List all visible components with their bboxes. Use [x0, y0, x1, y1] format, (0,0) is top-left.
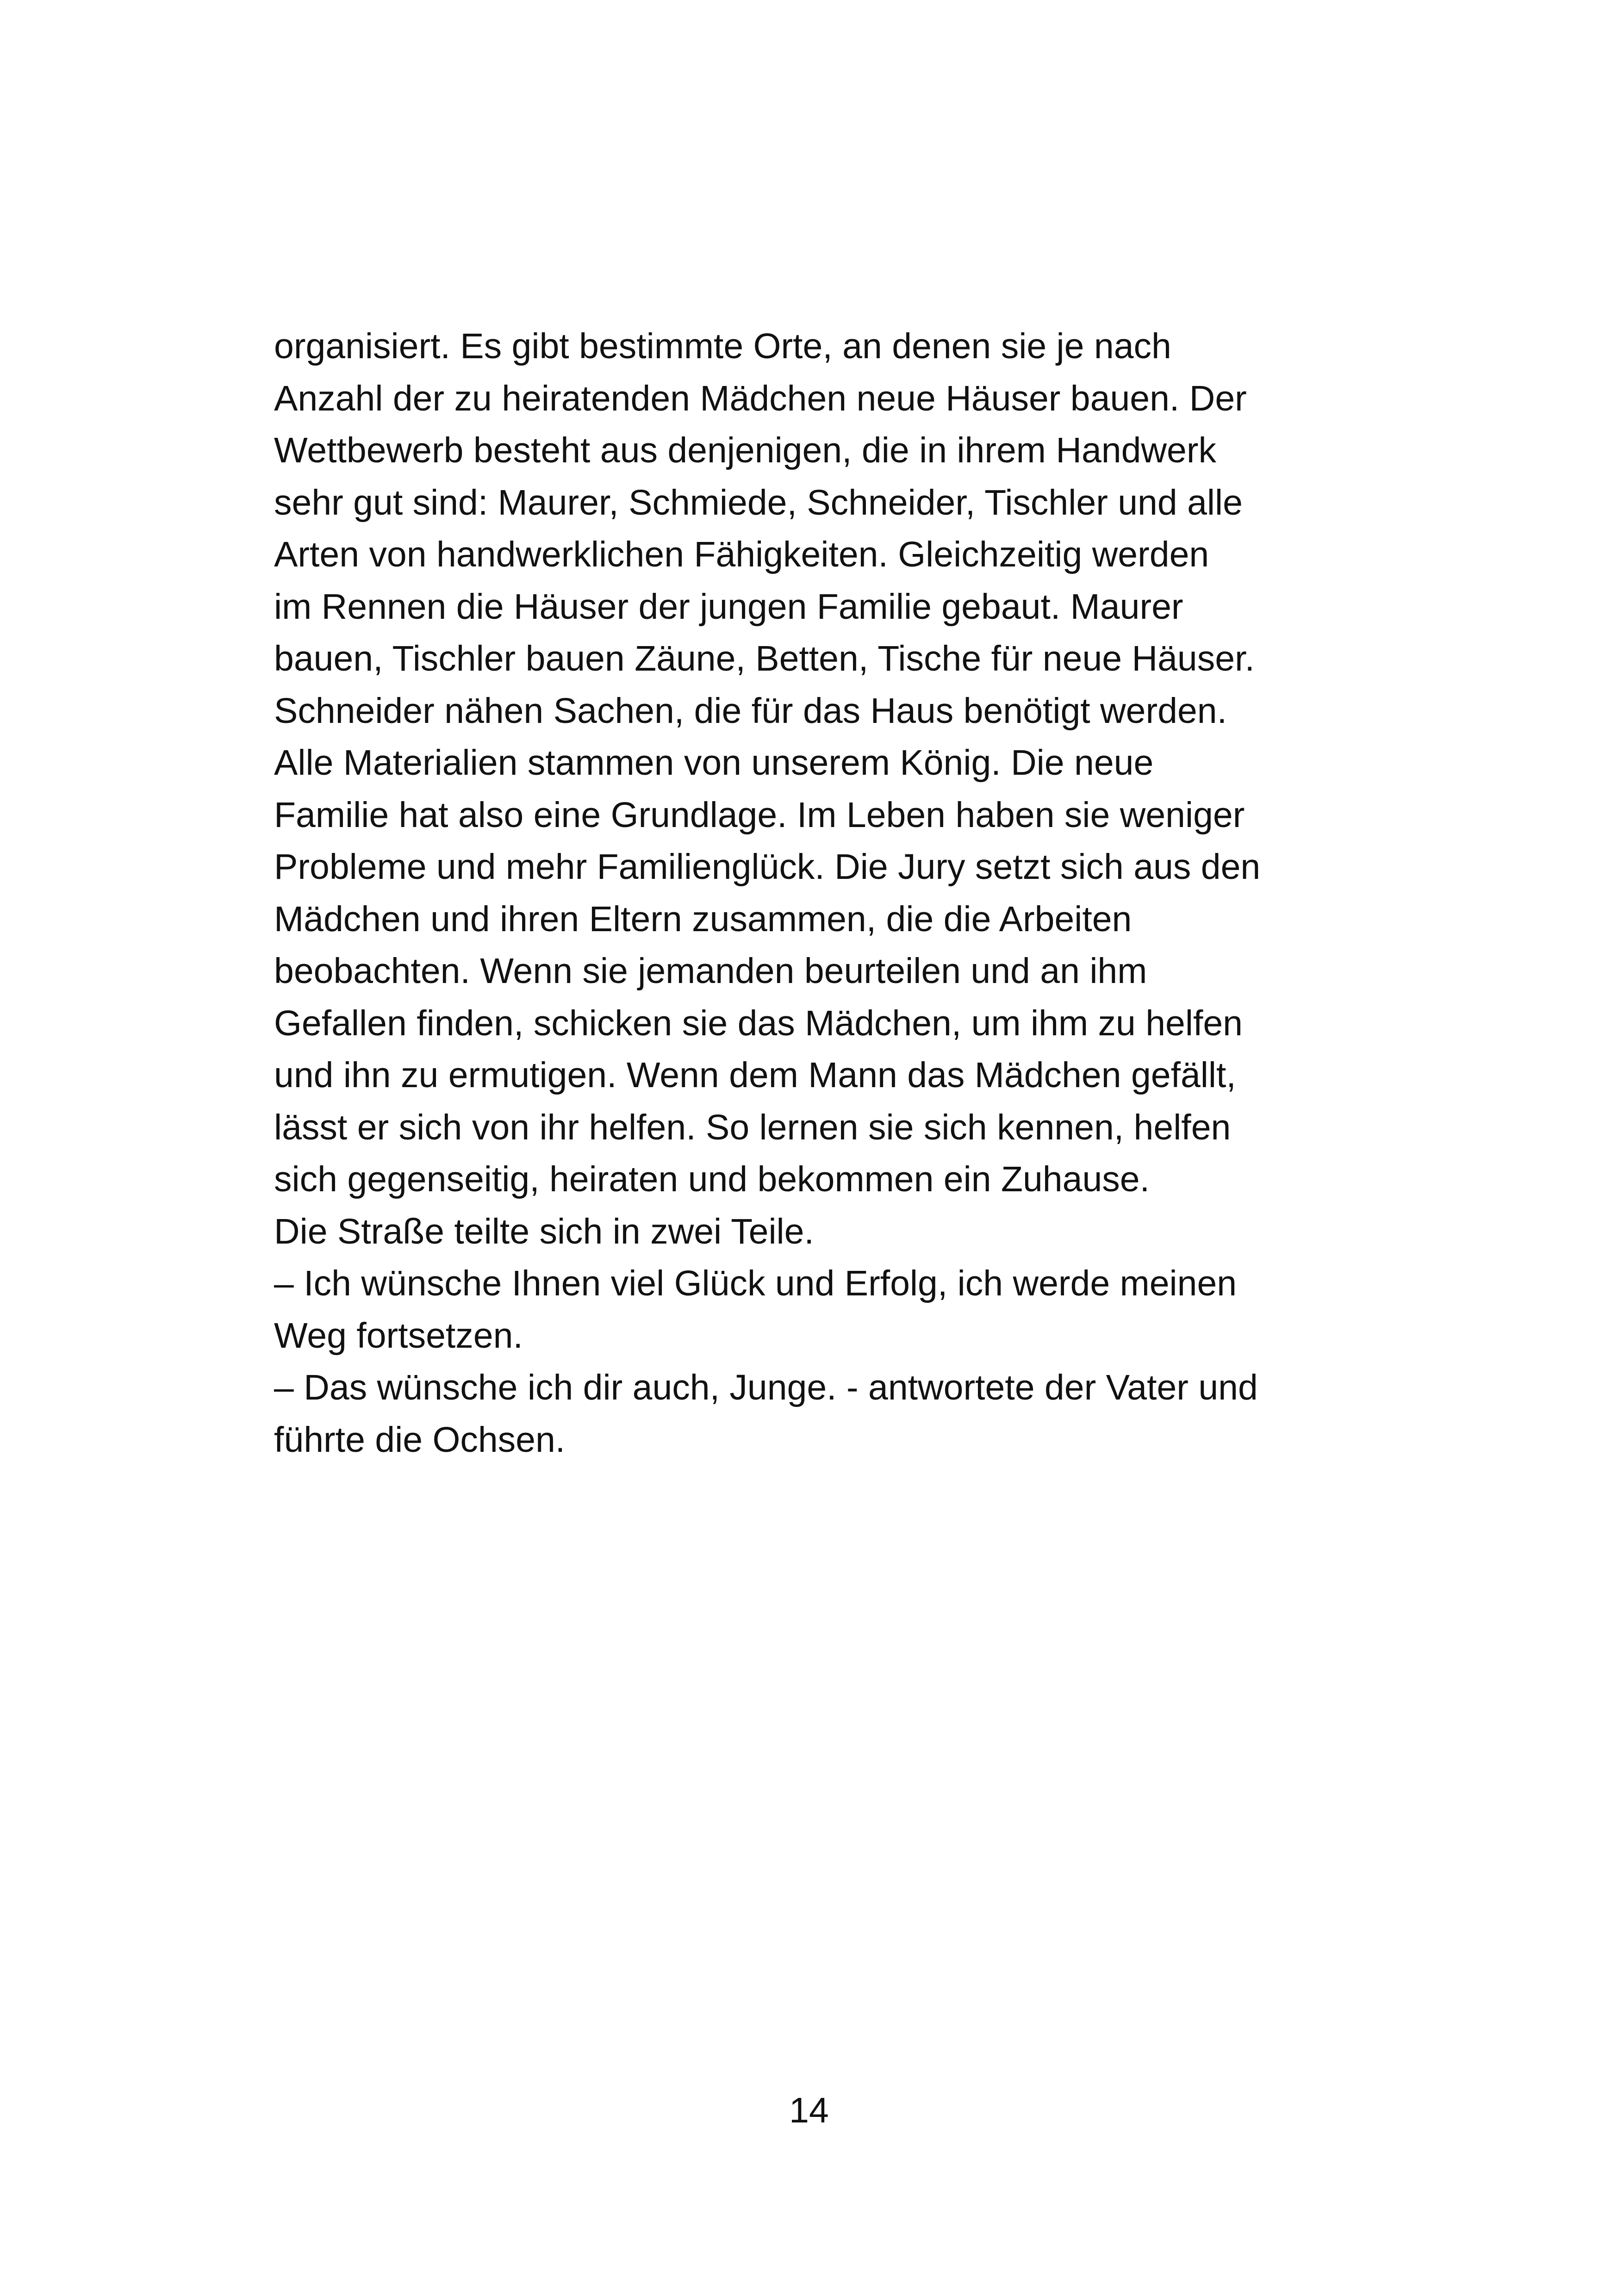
text-line: führte die Ochsen.: [274, 1419, 566, 1460]
text-line: organisiert. Es gibt bestimmte Orte, an denen sie je nach: [274, 326, 1171, 366]
text-line: sehr gut sind: Maurer, Schmiede, Schneider, Tischler und alle: [274, 482, 1243, 523]
text-line: Alle Materialien stammen von unserem König. Die neue: [274, 743, 1154, 783]
text-line: Mädchen und ihren Eltern zusammen, die die Arbeiten: [274, 899, 1132, 939]
text-line: Arten von handwerklichen Fähigkeiten. Gleichzeitig werden: [274, 535, 1209, 574]
text-line: sich gegenseitig, heiraten und bekommen ein Zuhause.: [274, 1159, 1150, 1199]
body-text: [274, 320, 1375, 1466]
text-line: Weg fortsetzen.: [274, 1315, 523, 1356]
text-line: Wettbewerb besteht aus denjenigen, die in ihrem Handwerk: [274, 430, 1216, 470]
text-line: Probleme und mehr Familienglück. Die Jury setzt sich aus den: [274, 847, 1261, 887]
text-line: – Ich wünsche Ihnen viel Glück und Erfolg, ich werde meinen: [274, 1263, 1237, 1303]
text-line: – Das wünsche ich dir auch, Junge. - antwortete der Vater und: [274, 1368, 1258, 1407]
text-line: Anzahl der zu heiratenden Mädchen neue Häuser bauen. Der: [274, 378, 1247, 418]
text-line: beobachten. Wenn sie jemanden beurteilen und an ihm: [274, 951, 1147, 991]
text-line: Schneider nähen Sachen, die für das Haus benötigt werden.: [274, 691, 1227, 731]
text-line: Familie hat also eine Grundlage. Im Leben haben sie weniger: [274, 795, 1245, 835]
text-line: bauen, Tischler bauen Zäune, Betten, Tische für neue Häuser.: [274, 639, 1255, 678]
text-line: lässt er sich von ihr helfen. So lernen sie sich kennen, helfen: [274, 1107, 1231, 1147]
text-line: Die Straße teilte sich in zwei Teile.: [274, 1211, 814, 1251]
text-line: Gefallen finden, schicken sie das Mädchen, um ihm zu helfen: [274, 1003, 1243, 1043]
text-line: und ihn zu ermutigen. Wenn dem Mann das Mädchen gefällt,: [274, 1055, 1236, 1095]
page-number: 14: [789, 2091, 829, 2130]
text-line: im Rennen die Häuser der jungen Familie gebaut. Maurer: [274, 586, 1183, 627]
